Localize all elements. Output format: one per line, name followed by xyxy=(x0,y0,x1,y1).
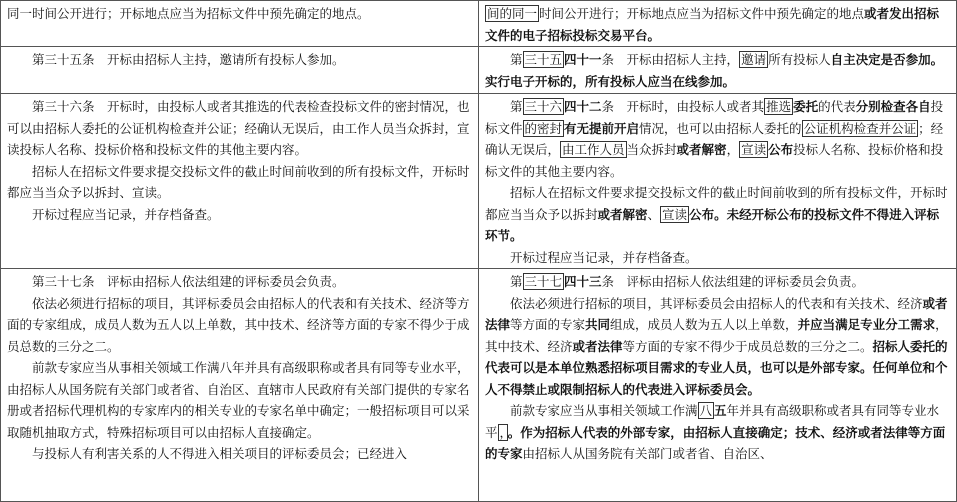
text-segment: 前款专家应当从事相关领域工作满八年并具有高级职称或者具有同等专业水平，由招标人从国务院有关部门或者省、自治区、直辖市人民政府有关部门提供的专家名册或者招标代理机构的专家库内的相关专业的专家名单中确定；一般招标项目可以采取随机抽取方式，特殊招标项目可以由招标人直接确定。 xyxy=(7,360,470,440)
added-text: 或者解密 xyxy=(676,142,727,157)
text-segment: ；经确认无误后， xyxy=(485,120,944,157)
text-segment: 条 开标由招标人主持， xyxy=(601,52,740,67)
added-text: 四十三 xyxy=(564,274,602,289)
added-text: 。作为招标人代表的外部专家，由招标人直接确定；技术、经济或者法律等方面的专家 xyxy=(485,424,946,461)
text-segment: 条 评标由招标人依法组建的评标委员会负责。 xyxy=(601,274,865,289)
text-segment: 的代表 xyxy=(818,99,856,114)
text-segment: 条 开标时，由投标人或者其 xyxy=(601,99,765,114)
added-text: 委托 xyxy=(793,99,819,114)
text-segment: 年并具有高级职称或者具有同等专业水平 xyxy=(485,403,940,440)
text-segment: 当众拆封 xyxy=(626,142,677,157)
text-segment: 招标人在招标文件要求提交投标文件的截止时间前收到的所有投标文件，开标时都应当当众予以拆封 xyxy=(485,185,948,222)
marked-deletion: 宣读 xyxy=(662,206,688,222)
text-segment: 情况，也可以由招标人委托的 xyxy=(639,120,802,136)
paragraph xyxy=(7,357,472,443)
added-text: 共同 xyxy=(585,317,611,332)
table-row xyxy=(1,1,957,47)
added-text: 四十二 xyxy=(564,99,602,114)
marked-deletion: 八 xyxy=(699,403,713,418)
marked-deletion: 三十六 xyxy=(524,99,563,114)
marked-deletion: 间的同一 xyxy=(487,6,538,21)
paragraph xyxy=(485,293,950,401)
text-segment: 第三十七条 评标由招标人依法组建的评标委员会负责。 xyxy=(32,274,345,289)
marked-deletion: 推选 xyxy=(766,99,792,114)
added-text: 或者法律 xyxy=(572,338,623,354)
text-segment: 开标过程应当记录，并存档备查。 xyxy=(32,206,220,222)
text-segment: 第 xyxy=(510,274,523,289)
original-text-cell xyxy=(1,47,479,94)
text-segment: 组成，成员人数为五人以上单数， xyxy=(610,317,798,332)
paragraph xyxy=(7,204,472,226)
text-segment: 由招标人从国务院有关部门或者省、自治区、 xyxy=(522,446,773,461)
text-segment: 招标人在招标文件要求提交投标文件的截止时间前收到的所有投标文件，开标时都应当当众予以拆封、宣读。 xyxy=(7,163,470,200)
table-row xyxy=(1,269,957,502)
table-row xyxy=(1,94,957,269)
text-segment: 与投标人有利害关系的人不得进入相关项目的评标委员会；已经进入 xyxy=(32,446,408,461)
original-text-cell xyxy=(1,1,479,47)
revised-text-cell xyxy=(479,47,957,94)
table-row xyxy=(1,47,957,94)
text-segment: 第三十五条 开标由招标人主持，邀请所有投标人参加。 xyxy=(32,52,345,67)
text-segment: 开标过程应当记录，并存档备查。 xyxy=(510,249,698,265)
added-text: 公布 xyxy=(768,142,794,157)
text-segment: 前款专家应当从事相关领域工作满 xyxy=(510,403,698,418)
paragraph xyxy=(485,96,950,182)
marked-deletion: 宣读 xyxy=(741,142,767,157)
paragraph xyxy=(485,271,950,293)
paragraph xyxy=(485,182,950,247)
marked-deletion: 邀请 xyxy=(741,52,767,67)
revised-text-cell xyxy=(479,1,957,47)
marked-deletion: 由工作人员 xyxy=(562,142,625,157)
text-segment: 同一时间公开进行；开标地点应当为招标文件中预先确定的地点。 xyxy=(7,6,370,21)
paragraph xyxy=(7,293,472,358)
marked-deletion: 三十七 xyxy=(524,274,563,289)
added-text: 或者发出招标文件的电子招标投标交易平台。 xyxy=(485,6,940,43)
text-segment: 等方面的专家 xyxy=(510,317,586,332)
added-text: 招标人委托的代表可以是本单位熟悉招标项目需求的专业人员，也可以是外部专家。任何单位和个人不得禁止或限制招标人的代表进入评标委员会。 xyxy=(485,338,948,397)
marked-deletion: 三十五 xyxy=(524,52,563,67)
added-text: 并应当满足专业分工需求 xyxy=(797,317,936,332)
text-segment: 、 xyxy=(647,206,661,222)
paragraph xyxy=(485,49,950,92)
marked-deletion: ， xyxy=(499,424,506,440)
original-text-cell xyxy=(1,269,479,502)
text-segment: 投标文件 xyxy=(485,99,944,136)
added-text: 或者解密 xyxy=(597,206,648,222)
text-segment: 第 xyxy=(510,52,523,67)
text-segment: 第 xyxy=(510,99,523,114)
text-segment: ，其中技术、经济 xyxy=(485,317,948,354)
paragraph xyxy=(7,96,472,161)
paragraph xyxy=(7,3,472,25)
paragraph xyxy=(485,400,950,465)
text-segment: ， xyxy=(726,142,740,157)
paragraph xyxy=(485,3,950,46)
added-text: 公布。未经开标公布的投标文件不得进入评标环节。 xyxy=(485,206,940,243)
revised-text-cell xyxy=(479,269,957,502)
paragraph xyxy=(485,247,950,269)
added-text: 四十一 xyxy=(564,52,602,67)
text-segment: 依法必须进行招标的项目，其评标委员会由招标人的代表和有关技术、经济等方面的专家组成，成员人数为五人以上单数，其中技术、经济等方面的专家不得少于成员总数的三分之二。 xyxy=(7,295,470,354)
text-segment: 依法必须进行招标的项目，其评标委员会由招标人的代表和有关技术、经济 xyxy=(510,295,923,311)
revised-text-cell xyxy=(479,94,957,269)
text-segment: 等方面的专家不得少于成员总数的三分之二。 xyxy=(622,338,873,354)
original-text-cell xyxy=(1,94,479,269)
text-segment: 时间公开进行；开标地点应当为招标文件中预先确定的地点 xyxy=(539,6,865,21)
paragraph xyxy=(7,161,472,204)
text-segment: 投标人名称、投标价格和投标文件的其他主要内容。 xyxy=(485,142,944,179)
added-text: 自主决定是否参加。实行电子开标的，所有投标人应当在线参加。 xyxy=(485,52,944,89)
added-text: 有无提前开启 xyxy=(564,120,640,136)
paragraph xyxy=(7,271,472,293)
marked-deletion: 公证机构检查并公证 xyxy=(803,120,917,136)
added-text: 或者法律 xyxy=(485,295,948,332)
paragraph xyxy=(7,49,472,71)
marked-deletion: 的密封 xyxy=(524,120,563,136)
added-text: 分别检查各自 xyxy=(855,99,931,114)
added-text: 五 xyxy=(714,403,727,418)
paragraph xyxy=(7,443,472,465)
text-segment: 所有投标人 xyxy=(768,52,831,67)
text-segment: 第三十六条 开标时，由投标人或者其推选的代表检查投标文件的密封情况，也可以由招标人委托的公证机构检查并公证；经确认无误后，由工作人员当众拆封，宣读投标人名称、投标价格和投标文件的其他主要内容。 xyxy=(7,99,470,157)
